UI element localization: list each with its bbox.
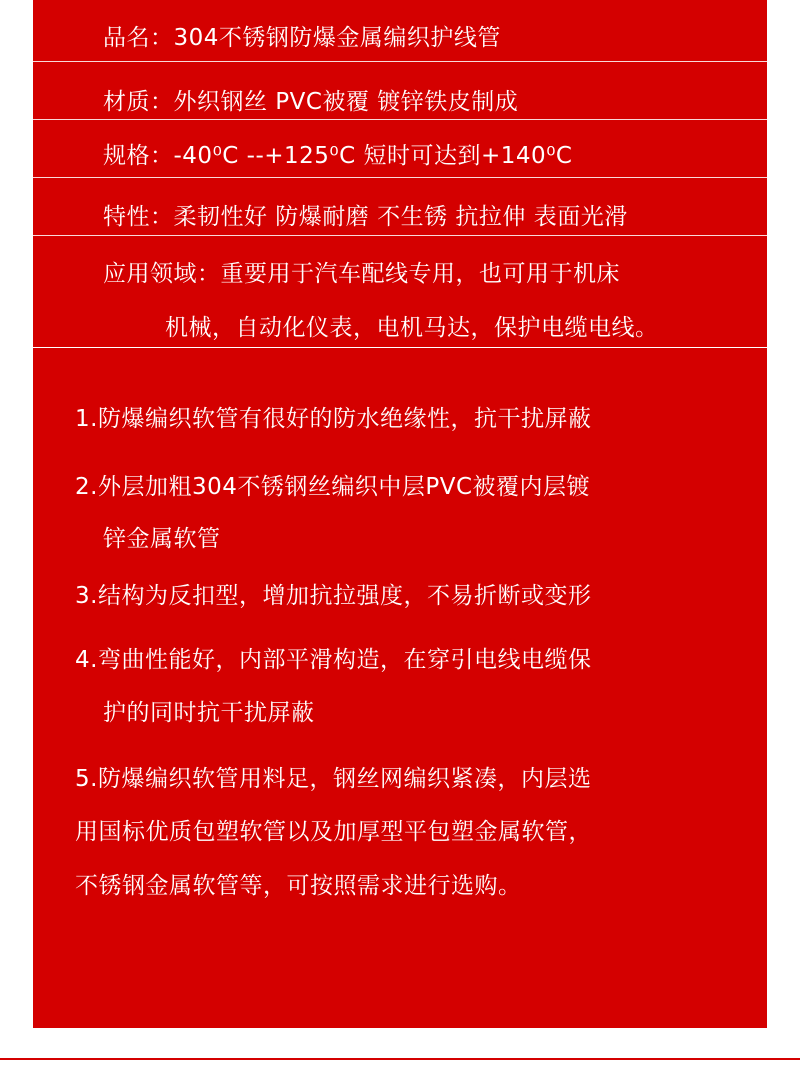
spec-application-line2: 机械，自动化仪表，电机马达，保护电缆电线。 <box>165 315 659 341</box>
feature-item-3: 3.结构为反扣型，增加抗拉强度，不易折断或变形 <box>75 583 592 609</box>
spec-row-material <box>33 62 767 120</box>
feature-item-4-line2: 护的同时抗干扰屏蔽 <box>103 700 315 726</box>
spec-name: 品名：304不锈钢防爆金属编织护线管 <box>103 25 501 51</box>
feature-item-5-line2: 用国标优质包塑软管以及加厚型平包塑金属软管， <box>75 819 592 845</box>
feature-item-4-line1: 4.弯曲性能好，内部平滑构造，在穿引电线电缆保 <box>75 647 592 673</box>
spec-row-application <box>33 236 767 347</box>
spec-row-spec <box>33 120 767 178</box>
features-panel <box>33 348 767 1028</box>
feature-item-2-line2: 锌金属软管 <box>103 526 221 552</box>
spec-panel <box>33 0 767 347</box>
spec-row-features <box>33 178 767 236</box>
spec-row-name <box>33 0 767 62</box>
spec-range: 规格：-40⁰C --+125⁰C 短时可达到+140⁰C <box>103 143 573 169</box>
spec-features: 特性：柔韧性好 防爆耐磨 不生锈 抗拉伸 表面光滑 <box>103 204 628 230</box>
feature-item-2-line1: 2.外层加粗304不锈钢丝编织中层PVC被覆内层镀 <box>75 474 591 500</box>
spec-application-line1: 应用领域：重要用于汽车配线专用，也可用于机床 <box>103 261 620 287</box>
bottom-divider <box>0 1058 800 1060</box>
feature-item-1: 1.防爆编织软管有很好的防水绝缘性，抗干扰屏蔽 <box>75 406 592 432</box>
spec-material: 材质：外织钢丝 PVC被覆 镀锌铁皮制成 <box>103 89 519 115</box>
feature-item-5-line3: 不锈钢金属软管等，可按照需求进行选购。 <box>75 873 522 899</box>
feature-item-5-line1: 5.防爆编织软管用料足，钢丝网编织紧凑，内层选 <box>75 766 592 792</box>
